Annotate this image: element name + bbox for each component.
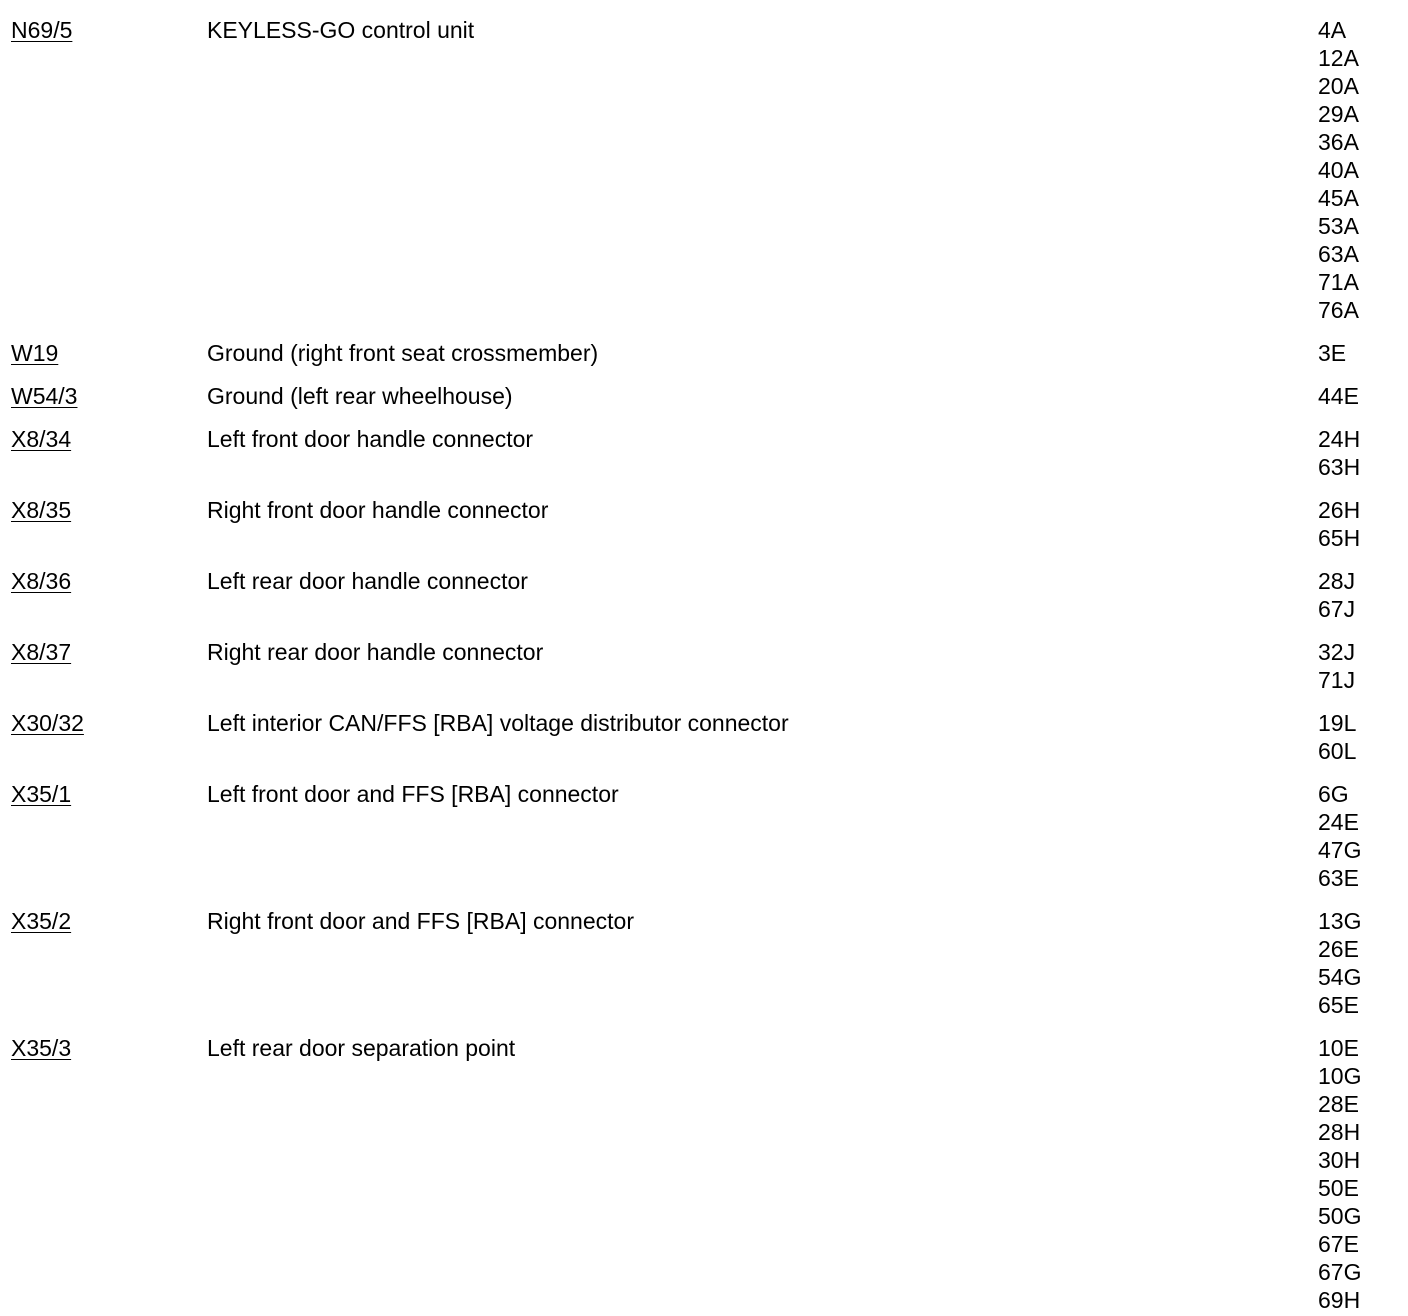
component-code-link[interactable]: X35/2 [11, 908, 72, 934]
grid-location: 71J [1318, 667, 1356, 693]
grid-location-list [1318, 907, 1361, 1019]
grid-location: 71A [1318, 269, 1359, 295]
grid-location: 67G [1318, 1259, 1362, 1285]
component-code-link[interactable]: N69/5 [11, 17, 73, 43]
grid-location: 50G [1318, 1203, 1362, 1229]
grid-location: 28E [1318, 1091, 1359, 1117]
grid-location: 47G [1318, 837, 1362, 863]
grid-location: 76A [1318, 297, 1359, 323]
grid-location: 19L [1318, 710, 1357, 736]
grid-location: 53A [1318, 213, 1359, 239]
component-description: Left front door handle connector [207, 426, 534, 452]
component-code-link[interactable]: W19 [11, 340, 59, 366]
grid-location: 54G [1318, 964, 1362, 990]
grid-location: 24E [1318, 809, 1359, 835]
component-code-link[interactable]: X8/36 [11, 568, 72, 594]
grid-location: 63A [1318, 241, 1359, 267]
component-description: Left rear door separation point [207, 1035, 516, 1061]
grid-location: 6G [1318, 781, 1349, 807]
grid-location: 13G [1318, 908, 1362, 934]
grid-location-list [1318, 425, 1360, 481]
grid-location-list [1318, 382, 1359, 410]
grid-location: 30H [1318, 1147, 1361, 1173]
grid-location-list [1318, 638, 1355, 694]
grid-location-list [1318, 709, 1356, 765]
component-code-link[interactable]: W54/3 [11, 383, 78, 409]
grid-location: 10G [1318, 1063, 1362, 1089]
grid-location: 65H [1318, 525, 1361, 551]
grid-location: 3E [1318, 340, 1347, 366]
grid-location: 28J [1318, 568, 1356, 594]
component-code-link[interactable]: X8/34 [11, 426, 72, 452]
component-description: Ground (right front seat crossmember) [207, 340, 599, 366]
grid-location: 67E [1318, 1231, 1359, 1257]
component-description: KEYLESS-GO control unit [207, 17, 475, 43]
grid-location: 29A [1318, 101, 1359, 127]
grid-location-list [1318, 16, 1359, 324]
component-description: Right rear door handle connector [207, 639, 544, 665]
grid-location: 67J [1318, 596, 1356, 622]
grid-location: 12A [1318, 45, 1359, 71]
grid-location: 45A [1318, 185, 1359, 211]
component-code-link[interactable]: X8/35 [11, 497, 72, 523]
grid-location: 20A [1318, 73, 1359, 99]
grid-location-list [1318, 496, 1360, 552]
grid-location: 26E [1318, 936, 1359, 962]
grid-location-list [1318, 780, 1361, 892]
grid-location: 60L [1318, 738, 1357, 764]
component-description: Left front door and FFS [RBA] connector [207, 781, 619, 807]
grid-location-list [1318, 1034, 1361, 1314]
grid-location: 32J [1318, 639, 1356, 665]
component-description: Right front door handle connector [207, 497, 549, 523]
grid-location-list [1318, 339, 1346, 367]
grid-location: 28H [1318, 1119, 1361, 1145]
grid-location: 40A [1318, 157, 1359, 183]
grid-location: 63E [1318, 865, 1359, 891]
grid-location: 24H [1318, 426, 1361, 452]
component-code-link[interactable]: X35/1 [11, 781, 72, 807]
component-code-link[interactable]: X35/3 [11, 1035, 72, 1061]
component-description: Right front door and FFS [RBA] connector [207, 908, 634, 934]
grid-location: 10E [1318, 1035, 1359, 1061]
grid-location: 4A [1318, 17, 1347, 43]
component-code-link[interactable]: X8/37 [11, 639, 72, 665]
component-description: Left interior CAN/FFS [RBA] voltage distributor connector [207, 710, 789, 736]
grid-location: 65E [1318, 992, 1359, 1018]
component-description: Left rear door handle connector [207, 568, 528, 594]
grid-location: 44E [1318, 383, 1359, 409]
grid-location: 69H [1318, 1287, 1361, 1313]
grid-location: 26H [1318, 497, 1361, 523]
grid-location: 50E [1318, 1175, 1359, 1201]
component-description: Ground (left rear wheelhouse) [207, 383, 513, 409]
grid-location-list [1318, 567, 1355, 623]
grid-location: 36A [1318, 129, 1359, 155]
component-code-link[interactable]: X30/32 [11, 710, 84, 736]
grid-location: 63H [1318, 454, 1361, 480]
